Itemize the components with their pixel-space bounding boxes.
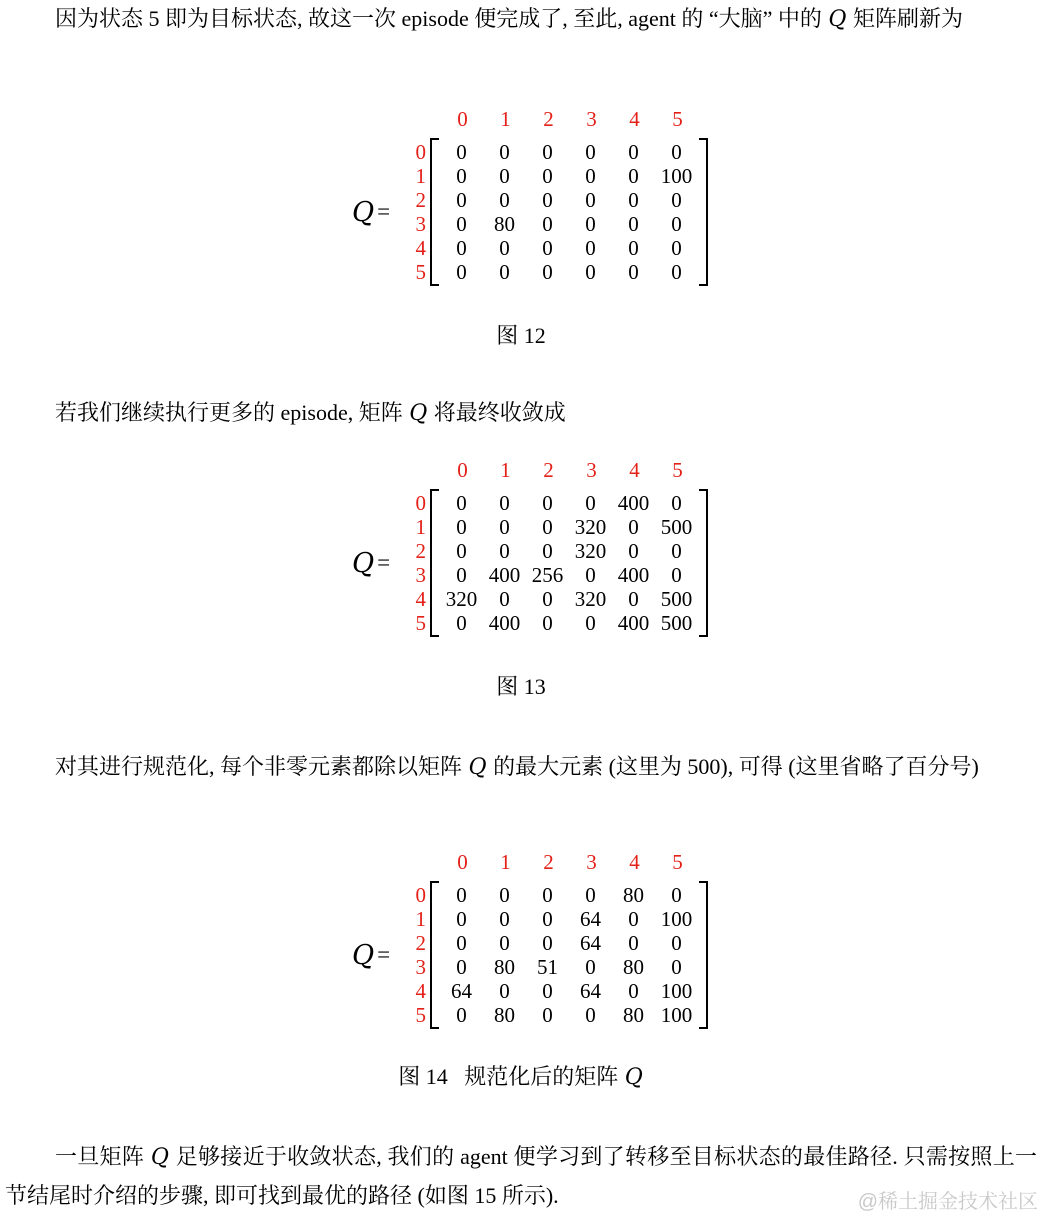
matrix-values	[439, 881, 699, 1029]
matrix-column-label: 0	[457, 850, 468, 874]
matrix-row-label: 5	[415, 1003, 426, 1027]
matrix-value: 0	[542, 587, 553, 611]
matrix-row	[440, 236, 698, 260]
matrix-left-bracket	[430, 138, 439, 286]
matrix-value: 0	[585, 164, 596, 188]
matrix-value: 0	[456, 515, 467, 539]
matrix-row-label: 0	[415, 491, 426, 515]
matrix-row	[440, 931, 698, 955]
matrix-row	[440, 212, 698, 236]
matrix-value: 0	[585, 212, 596, 236]
text-run: 对其进行规范化, 每个非零元素都除以矩阵	[55, 754, 468, 779]
matrix-value: 0	[628, 260, 639, 284]
matrix-value: 0	[542, 611, 553, 635]
matrix-value: 0	[542, 188, 553, 212]
matrix-symbol-q: Q	[352, 196, 375, 228]
text-run: 的最大元素 (这里为 500), 可得 (这里省略了百分号)	[487, 754, 979, 779]
matrix-column-label: 5	[672, 850, 683, 874]
math-variable: Q	[150, 1145, 169, 1170]
matrix-value: 0	[585, 883, 596, 907]
matrix-column-label: 2	[543, 850, 554, 874]
matrix-value: 0	[671, 539, 682, 563]
text-run: 若我们继续执行更多的 episode, 矩阵	[55, 400, 409, 425]
matrix-value: 0	[671, 260, 682, 284]
text-run: 图 12	[496, 323, 546, 348]
matrix-value: 0	[542, 164, 553, 188]
matrix-value: 500	[660, 587, 693, 611]
matrix-row	[440, 907, 698, 931]
matrix-value: 64	[580, 979, 601, 1003]
matrix-value: 51	[537, 955, 558, 979]
matrix-value: 400	[617, 611, 650, 635]
matrix-value: 80	[494, 1003, 515, 1027]
matrix-value: 0	[499, 979, 510, 1003]
text-run: 图 13	[496, 674, 546, 699]
matrix-row-label: 0	[415, 140, 426, 164]
matrix-value: 320	[574, 587, 607, 611]
matrix-value: 0	[499, 931, 510, 955]
figure14-caption	[0, 1063, 1042, 1091]
matrix-row-label: 0	[415, 883, 426, 907]
text-run: 图 14 规范化后的矩阵	[398, 1064, 624, 1089]
matrix-row-label: 5	[415, 611, 426, 635]
matrix-symbol-q: Q	[352, 547, 375, 579]
matrix-value: 64	[580, 907, 601, 931]
matrix-value: 0	[671, 883, 682, 907]
text-run: 一旦矩阵	[55, 1144, 150, 1169]
matrix-body	[402, 489, 708, 637]
matrix-value: 0	[628, 587, 639, 611]
matrix-row-label: 4	[415, 587, 426, 611]
matrix-value: 400	[488, 611, 521, 635]
figure13-caption	[0, 673, 1042, 700]
matrix-column-label: 5	[672, 458, 683, 482]
matrix-value: 0	[585, 491, 596, 515]
matrix-row	[440, 587, 698, 611]
matrix-column-label: 1	[500, 850, 511, 874]
matrix-value: 400	[617, 563, 650, 587]
matrix-row	[440, 164, 698, 188]
matrix-value: 0	[499, 515, 510, 539]
matrix-value: 0	[456, 955, 467, 979]
matrix-row-label: 2	[415, 188, 426, 212]
matrix-value: 0	[671, 212, 682, 236]
matrix-value: 0	[542, 907, 553, 931]
equals-sign: =	[377, 550, 391, 575]
matrix-value: 0	[456, 883, 467, 907]
matrix-value: 0	[456, 611, 467, 635]
matrix-value: 0	[542, 931, 553, 955]
matrix-value: 0	[585, 140, 596, 164]
matrix-value: 256	[531, 563, 564, 587]
matrix-row-label: 3	[415, 563, 426, 587]
matrix-column-label: 3	[586, 850, 597, 874]
matrix-main	[402, 849, 708, 1029]
matrix-value: 0	[499, 907, 510, 931]
matrix-left-bracket	[430, 881, 439, 1029]
matrix-row-labels	[402, 881, 426, 1029]
matrix-value: 0	[456, 188, 467, 212]
paragraph-episode-complete	[5, 0, 1037, 39]
matrix-right-bracket	[699, 881, 708, 1029]
matrix-value: 0	[456, 539, 467, 563]
matrix-value: 100	[660, 979, 693, 1003]
matrix-column-labels	[441, 457, 708, 483]
matrix-row	[440, 979, 698, 1003]
matrix-row-label: 2	[415, 931, 426, 955]
matrix-value: 80	[623, 1003, 644, 1027]
matrix-lhs	[352, 489, 402, 637]
matrix-row	[440, 883, 698, 907]
matrix-value: 0	[628, 539, 639, 563]
matrix-row-label: 4	[415, 236, 426, 260]
matrix-value: 0	[456, 1003, 467, 1027]
matrix-row	[440, 955, 698, 979]
matrix-column-label: 4	[629, 850, 640, 874]
matrix-value: 0	[542, 979, 553, 1003]
matrix-value: 0	[456, 236, 467, 260]
matrix-value: 0	[499, 188, 510, 212]
matrix-value: 0	[499, 236, 510, 260]
matrix-row	[440, 140, 698, 164]
matrix-column-label: 3	[586, 458, 597, 482]
q-matrix-figure12	[352, 106, 708, 286]
matrix-main	[402, 457, 708, 637]
matrix-value: 320	[574, 539, 607, 563]
matrix-value: 0	[499, 587, 510, 611]
matrix-value: 0	[456, 140, 467, 164]
matrix-right-bracket	[699, 489, 708, 637]
matrix-value: 0	[456, 260, 467, 284]
matrix-row	[440, 539, 698, 563]
matrix-value: 0	[542, 236, 553, 260]
matrix-column-label: 4	[629, 107, 640, 131]
matrix-value: 0	[628, 164, 639, 188]
matrix-value: 0	[499, 164, 510, 188]
matrix-value: 0	[628, 979, 639, 1003]
matrix-column-label: 3	[586, 107, 597, 131]
matrix-symbol-q: Q	[352, 939, 375, 971]
matrix-value: 0	[585, 611, 596, 635]
matrix-value: 0	[671, 236, 682, 260]
equals-sign: =	[377, 942, 391, 967]
q-matrix-figure13	[352, 457, 708, 637]
matrix-value: 0	[542, 883, 553, 907]
matrix-value: 0	[542, 1003, 553, 1027]
q-matrix-figure14	[352, 849, 708, 1029]
matrix-values	[439, 489, 699, 637]
text-run: 将最终收敛成	[428, 400, 566, 425]
matrix-value: 0	[585, 955, 596, 979]
matrix-value: 80	[623, 883, 644, 907]
figure12-caption	[0, 322, 1042, 349]
equals-sign: =	[377, 199, 391, 224]
matrix-column-label: 2	[543, 107, 554, 131]
matrix-row	[440, 188, 698, 212]
matrix-value: 0	[628, 188, 639, 212]
text-run: 因为状态 5 即为目标状态, 故这一次 episode 便完成了, 至此, agent 的 “大脑” 中的	[55, 6, 828, 31]
matrix-value: 0	[671, 140, 682, 164]
matrix-value: 0	[671, 188, 682, 212]
matrix-value: 0	[671, 563, 682, 587]
matrix-row-label: 1	[415, 164, 426, 188]
matrix-value: 320	[574, 515, 607, 539]
matrix-value: 0	[542, 515, 553, 539]
matrix-value: 0	[542, 212, 553, 236]
matrix-value: 0	[499, 140, 510, 164]
matrix-value: 0	[628, 907, 639, 931]
matrix-row	[440, 1003, 698, 1027]
matrix-value: 400	[617, 491, 650, 515]
text-run: 矩阵刷新为	[847, 6, 963, 31]
matrix-value: 0	[456, 212, 467, 236]
math-variable: Q	[409, 401, 428, 426]
juejin-watermark: @稀土掘金技术社区	[857, 1191, 1038, 1213]
matrix-value: 0	[585, 188, 596, 212]
matrix-row-label: 3	[415, 955, 426, 979]
matrix-value: 0	[456, 907, 467, 931]
matrix-value: 0	[499, 260, 510, 284]
matrix-value: 320	[445, 587, 478, 611]
matrix-value: 500	[660, 515, 693, 539]
matrix-right-bracket	[699, 138, 708, 286]
matrix-column-label: 5	[672, 107, 683, 131]
matrix-left-bracket	[430, 489, 439, 637]
matrix-value: 0	[585, 1003, 596, 1027]
matrix-value: 80	[494, 212, 515, 236]
matrix-body	[402, 138, 708, 286]
matrix-row	[440, 515, 698, 539]
matrix-lhs	[352, 138, 402, 286]
matrix-value: 0	[499, 883, 510, 907]
matrix-value: 0	[456, 931, 467, 955]
matrix-value: 0	[542, 539, 553, 563]
matrix-value: 0	[628, 931, 639, 955]
matrix-column-label: 0	[457, 458, 468, 482]
matrix-row	[440, 491, 698, 515]
matrix-value: 0	[499, 491, 510, 515]
matrix-value: 0	[628, 140, 639, 164]
matrix-value: 0	[628, 212, 639, 236]
matrix-values	[439, 138, 699, 286]
matrix-row-label: 2	[415, 539, 426, 563]
matrix-body	[402, 881, 708, 1029]
matrix-row-labels	[402, 138, 426, 286]
matrix-row-label: 1	[415, 515, 426, 539]
matrix-column-label: 1	[500, 107, 511, 131]
text-run: 足够接近于收敛状态, 我们的 agent 便学习到了转移至目标状态的最佳路径. 只需按照上一节结尾时介绍的步骤, 即可找到最优的路径 (如图 15 所示).	[5, 1144, 1037, 1208]
matrix-value: 80	[494, 955, 515, 979]
matrix-value: 64	[580, 931, 601, 955]
matrix-column-label: 4	[629, 458, 640, 482]
matrix-value: 100	[660, 164, 693, 188]
matrix-row	[440, 260, 698, 284]
math-variable: Q	[468, 755, 487, 780]
matrix-column-labels	[441, 106, 708, 132]
matrix-value: 0	[628, 515, 639, 539]
matrix-value: 0	[542, 491, 553, 515]
matrix-value: 0	[585, 236, 596, 260]
matrix-row-label: 5	[415, 260, 426, 284]
matrix-value: 0	[671, 491, 682, 515]
matrix-main	[402, 106, 708, 286]
matrix-row-labels	[402, 489, 426, 637]
matrix-value: 0	[456, 164, 467, 188]
matrix-column-label: 2	[543, 458, 554, 482]
matrix-value: 0	[671, 931, 682, 955]
matrix-column-label: 0	[457, 107, 468, 131]
matrix-value: 0	[542, 140, 553, 164]
matrix-row-label: 3	[415, 212, 426, 236]
matrix-column-labels	[441, 849, 708, 875]
matrix-row	[440, 611, 698, 635]
matrix-value: 80	[623, 955, 644, 979]
matrix-value: 0	[456, 491, 467, 515]
matrix-value: 100	[660, 907, 693, 931]
paragraph-more-episodes	[5, 394, 1037, 433]
paragraph-normalization	[5, 748, 1037, 787]
matrix-value: 64	[451, 979, 472, 1003]
matrix-value: 0	[499, 539, 510, 563]
matrix-lhs	[352, 881, 402, 1029]
matrix-row-label: 1	[415, 907, 426, 931]
matrix-value: 0	[585, 563, 596, 587]
matrix-value: 0	[456, 563, 467, 587]
matrix-row-label: 4	[415, 979, 426, 1003]
matrix-value: 100	[660, 1003, 693, 1027]
math-variable: Q	[624, 1065, 643, 1090]
matrix-value: 0	[585, 260, 596, 284]
matrix-row	[440, 563, 698, 587]
matrix-column-label: 1	[500, 458, 511, 482]
matrix-value: 0	[628, 236, 639, 260]
matrix-value: 500	[660, 611, 693, 635]
matrix-value: 0	[671, 955, 682, 979]
math-variable: Q	[828, 7, 847, 32]
matrix-value: 400	[488, 563, 521, 587]
matrix-value: 0	[542, 260, 553, 284]
